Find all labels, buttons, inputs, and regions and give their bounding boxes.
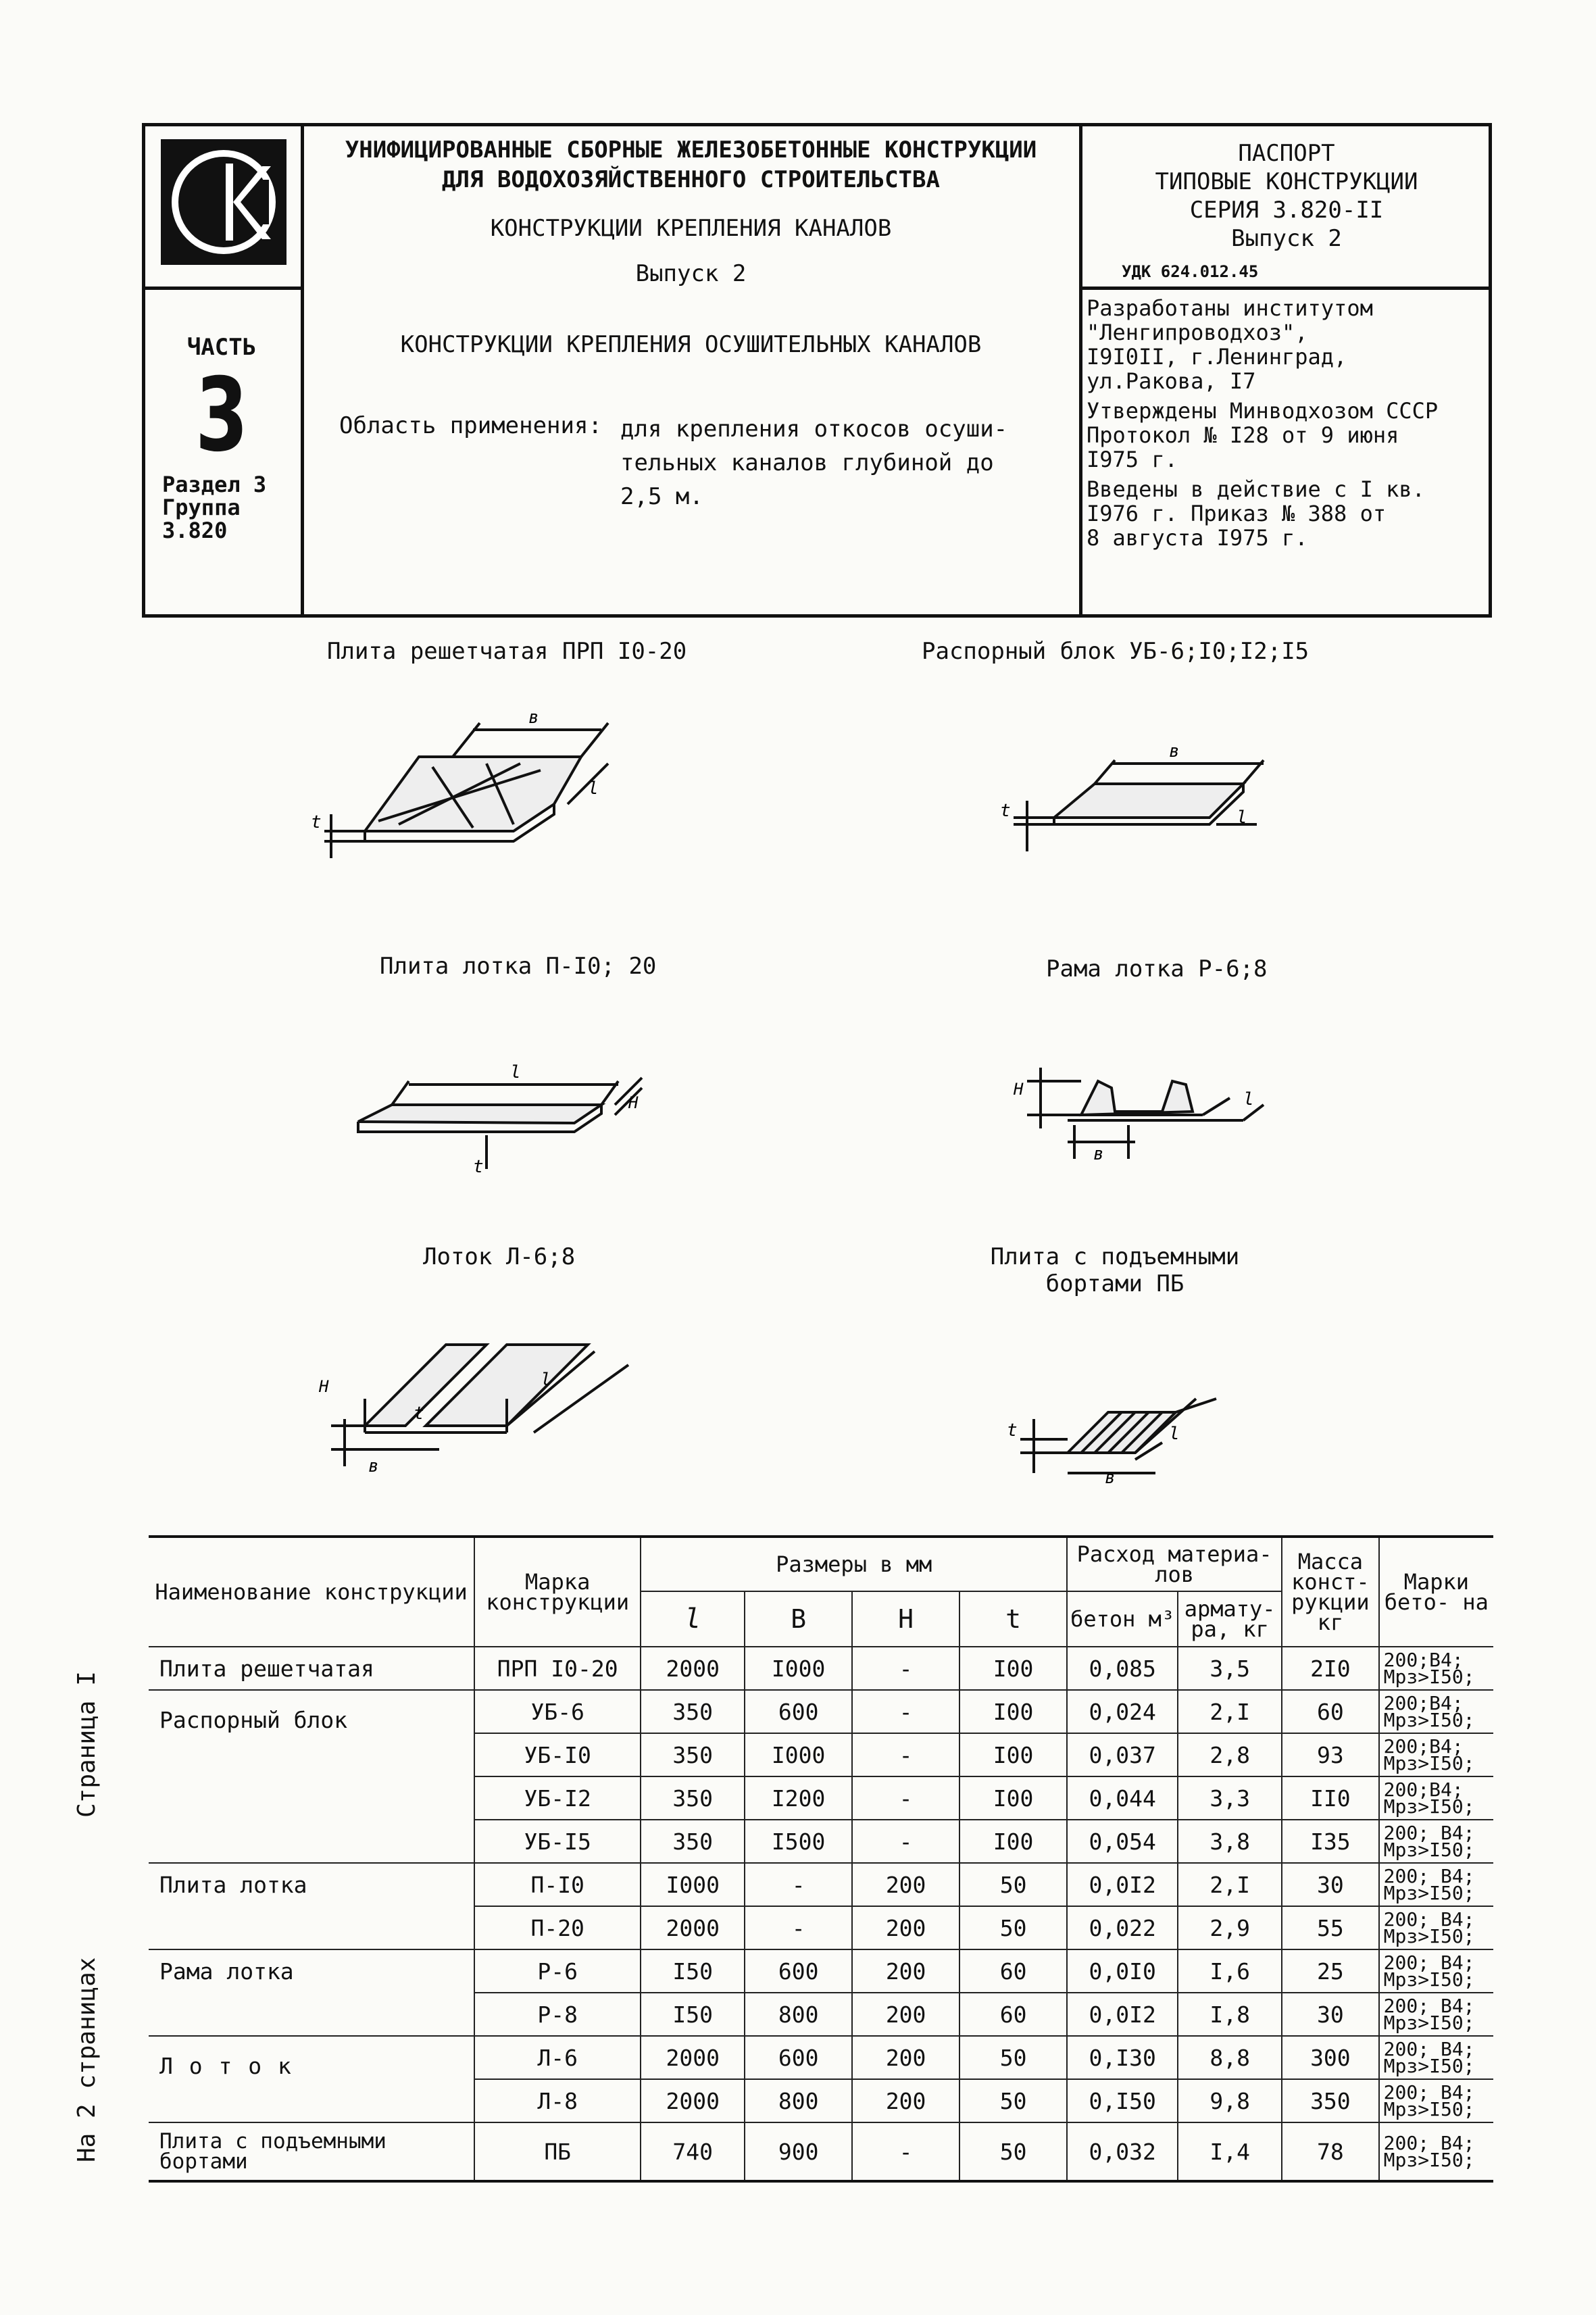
- cell-t: 50: [959, 2079, 1067, 2122]
- cell-b: I500: [745, 1820, 852, 1863]
- cell-concrete: 0,032: [1067, 2122, 1178, 2181]
- cell-name: Рама лотка: [149, 1949, 474, 1993]
- cell-rebar: 3,8: [1178, 1820, 1282, 1863]
- dim-b: в: [1169, 741, 1180, 762]
- cell-grade: [1379, 2036, 1493, 2079]
- drawing-title-spacer-block: Распорный блок УБ-6;I0;I2;I5: [922, 638, 1310, 665]
- drawing-title-tray: Лоток Л-6;8: [423, 1243, 576, 1270]
- scope-line: тельных каналов глубиной до: [620, 449, 994, 476]
- cell-mass: 30: [1282, 1863, 1379, 1906]
- table-row: [149, 1820, 1493, 1863]
- cell-mark: ПБ: [474, 2122, 641, 2181]
- cell-b: -: [745, 1906, 852, 1949]
- main-title: КОНСТРУКЦИИ КРЕПЛЕНИЯ ОСУШИТЕЛЬНЫХ КАНАЛОВ: [400, 331, 982, 358]
- cell-l: I000: [641, 1863, 745, 1906]
- cell-b: 800: [745, 2079, 852, 2122]
- cell-concrete: 0,022: [1067, 1906, 1178, 1949]
- cell-mark: УБ-I0: [474, 1733, 641, 1776]
- cell-h: -: [852, 1647, 959, 1690]
- grade-line: Мрз>I50;: [1383, 1752, 1475, 1774]
- developer-line: "Ленгипроводхоз",: [1087, 320, 1308, 345]
- cell-name: [149, 1906, 474, 1949]
- dim-t: t: [1007, 1420, 1018, 1441]
- cell-h: 200: [852, 1993, 959, 2036]
- passport-line: ПАСПОРТ: [1238, 140, 1335, 167]
- grade-line: 200;В4;: [1383, 1649, 1464, 1671]
- cell-h: 200: [852, 1906, 959, 1949]
- cell-b: I000: [745, 1647, 852, 1690]
- grade-line: Мрз>I50;: [1383, 2055, 1475, 2077]
- enactment-line: I976 г. Приказ № 388 от: [1087, 501, 1387, 526]
- sk-logo-mark: [161, 139, 286, 265]
- cell-mass: 93: [1282, 1733, 1379, 1776]
- cell-l: 2000: [641, 2079, 745, 2122]
- cell-t: 50: [959, 1863, 1067, 1906]
- cell-name: [149, 1733, 474, 1776]
- grade-line: 200; В4;: [1383, 2132, 1475, 2154]
- developer-line: I9I0II, г.Ленинград,: [1087, 344, 1347, 370]
- cell-h: -: [852, 1776, 959, 1820]
- table-row: [149, 2122, 1493, 2181]
- cell-l: 350: [641, 1820, 745, 1863]
- dim-h: H: [319, 1377, 329, 1396]
- cell-t: 50: [959, 2122, 1067, 2181]
- cell-l: 2000: [641, 2036, 745, 2079]
- grade-line: Мрз>I50;: [1383, 2098, 1475, 2120]
- grade-line: Мрз>I50;: [1383, 1709, 1475, 1731]
- cell-rebar: 2,9: [1178, 1906, 1282, 1949]
- cell-h: 200: [852, 1863, 959, 1906]
- col-header-sizes: Размеры в мм: [641, 1537, 1067, 1591]
- grade-line: 200; В4;: [1383, 1908, 1475, 1931]
- grade-line: Мрз>I50;: [1383, 2012, 1475, 2034]
- spacer-block-drawing: [987, 730, 1284, 865]
- cell-rebar: 2,8: [1178, 1733, 1282, 1776]
- cell-concrete: 0,0I2: [1067, 1993, 1178, 2036]
- developer-info: [1087, 296, 1373, 393]
- cell-mark: Р-6: [474, 1949, 641, 1993]
- table-row: [149, 1863, 1493, 1906]
- section-info: [162, 473, 266, 542]
- cell-h: 200: [852, 1949, 959, 1993]
- dim-l: l: [1169, 1424, 1180, 1444]
- cell-t: I00: [959, 1820, 1067, 1863]
- cell-mark: Р-8: [474, 1993, 641, 2036]
- approval-line: Утверждены Минводхозом СССР: [1087, 398, 1439, 424]
- cell-b: I000: [745, 1733, 852, 1776]
- col-header-l: l: [641, 1591, 745, 1647]
- cell-t: I00: [959, 1690, 1067, 1733]
- raised-slab-drawing: [993, 1372, 1291, 1493]
- cell-grade: [1379, 1733, 1493, 1776]
- cell-concrete: 0,0I2: [1067, 1863, 1178, 1906]
- cell-mark: Л-6: [474, 2036, 641, 2079]
- part-number: 3: [195, 357, 249, 474]
- cell-concrete: 0,024: [1067, 1690, 1178, 1733]
- cell-grade: [1379, 2079, 1493, 2122]
- dim-l: l: [588, 778, 599, 799]
- part-label: ЧАСТЬ: [186, 334, 257, 361]
- col-header-b: B: [745, 1591, 852, 1647]
- cell-rebar: 2,I: [1178, 1690, 1282, 1733]
- dim-t: t: [1000, 801, 1011, 821]
- scope-label: Область применения:: [339, 412, 602, 439]
- col-header-concrete: бетон м³: [1067, 1591, 1178, 1647]
- tray-slab-drawing: [345, 1041, 696, 1189]
- cell-h: -: [852, 1733, 959, 1776]
- udk-code: УДК 624.012.45: [1122, 262, 1259, 281]
- grade-line: 200; В4;: [1383, 2038, 1475, 2060]
- series-title-line: УНИФИЦИРОВАННЫЕ СБОРНЫЕ ЖЕЛЕЗОБЕТОННЫЕ КОНСТРУКЦИИ: [345, 136, 1037, 164]
- table-row: [149, 1993, 1493, 2036]
- drawing-title-tray-slab: Плита лотка П-I0; 20: [380, 953, 657, 980]
- grid-slab-drawing: [297, 703, 622, 865]
- scope-line: для крепления откосов осуши-: [620, 416, 1008, 443]
- grade-line: 200; В4;: [1383, 1865, 1475, 1887]
- cell-h: -: [852, 1690, 959, 1733]
- cell-name: Плита решетчатая: [149, 1647, 474, 1690]
- cell-rebar: I,8: [1178, 1993, 1282, 2036]
- grade-line: 200; В4;: [1383, 1951, 1475, 1974]
- cell-l: 350: [641, 1733, 745, 1776]
- cell-l: 2000: [641, 1647, 745, 1690]
- series-subtitle: КОНСТРУКЦИИ КРЕПЛЕНИЯ КАНАЛОВ: [490, 215, 892, 242]
- tray-frame-drawing: [1000, 1041, 1284, 1176]
- group-number: 3.820: [162, 518, 228, 543]
- cell-rebar: 3,3: [1178, 1776, 1282, 1820]
- approval-line: I975 г.: [1087, 447, 1178, 472]
- scope-line: 2,5 м.: [620, 483, 703, 510]
- cell-name: Плита с подъемными бортами: [149, 2122, 474, 2181]
- cell-rebar: 3,5: [1178, 1647, 1282, 1690]
- scope-text: [620, 412, 1007, 514]
- series-title-line: ДЛЯ ВОДОХОЗЯЙСТВЕННОГО СТРОИТЕЛЬСТВА: [442, 166, 940, 193]
- cell-h: 200: [852, 2079, 959, 2122]
- dim-b: в: [368, 1456, 379, 1476]
- developer-line: ул.Ракова, I7: [1087, 368, 1256, 394]
- drawing-title-line: Плита с подъемными: [990, 1243, 1240, 1270]
- col-header-grades: Марки бето- на: [1379, 1537, 1493, 1647]
- cell-l: I50: [641, 1949, 745, 1993]
- grade-line: Мрз>I50;: [1383, 2149, 1475, 2171]
- grade-line: Мрз>I50;: [1383, 1925, 1475, 1947]
- cell-t: 50: [959, 1906, 1067, 1949]
- col-header-rebar: армату- ра, кг: [1178, 1591, 1282, 1647]
- cell-mass: II0: [1282, 1776, 1379, 1820]
- passport-title: [1082, 139, 1491, 253]
- cell-mass: 78: [1282, 2122, 1379, 2181]
- dim-l: l: [541, 1370, 551, 1390]
- cell-rebar: 9,8: [1178, 2079, 1282, 2122]
- cell-t: 60: [959, 1949, 1067, 1993]
- cell-h: -: [852, 2122, 959, 2181]
- group-line: Группа: [162, 495, 241, 520]
- series-title: [304, 135, 1078, 195]
- cell-t: I00: [959, 1733, 1067, 1776]
- table-row: [149, 2036, 1493, 2079]
- cell-grade: [1379, 1949, 1493, 1993]
- cell-grade: [1379, 2122, 1493, 2181]
- cell-mass: 60: [1282, 1690, 1379, 1733]
- cell-mark: УБ-6: [474, 1690, 641, 1733]
- drawing-title-raised-slab: [973, 1243, 1257, 1297]
- grade-line: 200;В4;: [1383, 1778, 1464, 1801]
- cell-name: Распорный блок: [149, 1690, 474, 1733]
- passport-line: ТИПОВЫЕ КОНСТРУКЦИИ: [1155, 168, 1418, 195]
- cell-mass: I35: [1282, 1820, 1379, 1863]
- cell-mass: 350: [1282, 2079, 1379, 2122]
- cell-concrete: 0,I30: [1067, 2036, 1178, 2079]
- cell-l: I50: [641, 1993, 745, 2036]
- cell-mark: Л-8: [474, 2079, 641, 2122]
- cell-l: 740: [641, 2122, 745, 2181]
- cell-b: 800: [745, 1993, 852, 2036]
- col-header-mass: Масса конст- рукции кг: [1282, 1537, 1379, 1647]
- cell-grade: [1379, 1690, 1493, 1733]
- cell-mass: 2I0: [1282, 1647, 1379, 1690]
- table-row: [149, 1733, 1493, 1776]
- grade-line: Мрз>I50;: [1383, 1666, 1475, 1688]
- series-issue: Выпуск 2: [635, 260, 747, 287]
- grade-line: 200; В4;: [1383, 1822, 1475, 1844]
- cell-t: 50: [959, 2036, 1067, 2079]
- enactment-line: Введены в действие с I кв.: [1087, 476, 1425, 502]
- dim-b: в: [1093, 1144, 1104, 1164]
- dim-t: t: [473, 1157, 484, 1177]
- passport-line: Выпуск 2: [1231, 225, 1342, 252]
- cell-mark: УБ-I5: [474, 1820, 641, 1863]
- dim-b: в: [1105, 1468, 1116, 1488]
- passport-line: СЕРИЯ 3.820-II: [1189, 197, 1384, 224]
- cell-concrete: 0,054: [1067, 1820, 1178, 1863]
- cell-rebar: I,4: [1178, 2122, 1282, 2181]
- cell-h: -: [852, 1820, 959, 1863]
- col-header-h: H: [852, 1591, 959, 1647]
- cell-rebar: I,6: [1178, 1949, 1282, 1993]
- specification-table: [149, 1535, 1493, 2183]
- sk-logo: [161, 139, 286, 265]
- col-header-name: Наименование конструкции: [149, 1537, 474, 1647]
- cell-name: [149, 2079, 474, 2122]
- frame-divider-logo: [142, 287, 301, 290]
- cell-concrete: 0,044: [1067, 1776, 1178, 1820]
- col-header-mark: Марка конструкции: [474, 1537, 641, 1647]
- approval-info: [1087, 399, 1438, 472]
- cell-concrete: 0,0I0: [1067, 1949, 1178, 1993]
- drawing-title-tray-frame: Рама лотка Р-6;8: [1046, 955, 1268, 982]
- cell-mark: УБ-I2: [474, 1776, 641, 1820]
- dim-t: t: [311, 812, 322, 832]
- table-row: [149, 1949, 1493, 1993]
- dim-t: t: [414, 1403, 424, 1424]
- frame-divider-left: [301, 123, 304, 618]
- page-number-label: Страница I: [73, 1671, 101, 1818]
- grade-line: Мрз>I50;: [1383, 1795, 1475, 1818]
- cell-t: 60: [959, 1993, 1067, 2036]
- cell-concrete: 0,037: [1067, 1733, 1178, 1776]
- cell-b: 600: [745, 2036, 852, 2079]
- cell-b: 600: [745, 1690, 852, 1733]
- cell-grade: [1379, 1863, 1493, 1906]
- grade-line: 200;В4;: [1383, 1692, 1464, 1714]
- cell-mass: 25: [1282, 1949, 1379, 1993]
- cell-b: 900: [745, 2122, 852, 2181]
- cell-t: I00: [959, 1776, 1067, 1820]
- cell-concrete: 0,I50: [1067, 2079, 1178, 2122]
- table-row: [149, 2079, 1493, 2122]
- cell-l: 2000: [641, 1906, 745, 1949]
- grade-line: 200; В4;: [1383, 2081, 1475, 2104]
- cell-mark: П-20: [474, 1906, 641, 1949]
- cell-name: [149, 1820, 474, 1863]
- section-line: Раздел 3: [162, 472, 267, 497]
- approval-line: Протокол № I28 от 9 июня: [1087, 422, 1399, 448]
- cell-mass: 30: [1282, 1993, 1379, 2036]
- drawing-title-grid-slab: Плита решетчатая ПРП I0-20: [327, 638, 687, 665]
- cell-name: [149, 1776, 474, 1820]
- cell-concrete: 0,085: [1067, 1647, 1178, 1690]
- cell-grade: [1379, 1993, 1493, 2036]
- cell-mark: П-I0: [474, 1863, 641, 1906]
- cell-rebar: 2,I: [1178, 1863, 1282, 1906]
- cell-b: -: [745, 1863, 852, 1906]
- col-header-t: t: [959, 1591, 1067, 1647]
- dim-h: H: [1014, 1080, 1024, 1099]
- grade-line: 200; В4;: [1383, 1995, 1475, 2017]
- cell-mass: 55: [1282, 1906, 1379, 1949]
- dim-b: в: [528, 707, 539, 728]
- cell-rebar: 8,8: [1178, 2036, 1282, 2079]
- cell-grade: [1379, 1906, 1493, 1949]
- cell-t: I00: [959, 1647, 1067, 1690]
- dim-l: l: [510, 1062, 521, 1082]
- cell-l: 350: [641, 1776, 745, 1820]
- table-row: [149, 1906, 1493, 1949]
- page-count-label: На 2 страницах: [73, 1957, 101, 2162]
- enactment-info: [1087, 477, 1425, 550]
- table-row: [149, 1690, 1493, 1733]
- dim-l: l: [1243, 1089, 1254, 1110]
- cell-name: Плита лотка: [149, 1863, 474, 1906]
- tray-drawing: [304, 1311, 655, 1487]
- drawing-title-line: бортами ПБ: [1045, 1270, 1184, 1297]
- cell-mass: 300: [1282, 2036, 1379, 2079]
- developer-line: Разработаны институтом: [1087, 295, 1373, 321]
- cell-b: I200: [745, 1776, 852, 1820]
- cell-b: 600: [745, 1949, 852, 1993]
- grade-line: Мрз>I50;: [1383, 1968, 1475, 1991]
- grade-line: Мрз>I50;: [1383, 1882, 1475, 1904]
- dim-l: l: [1237, 807, 1247, 828]
- table-row: [149, 1776, 1493, 1820]
- cell-l: 350: [641, 1690, 745, 1733]
- col-header-consumption: Расход материа- лов: [1067, 1537, 1282, 1591]
- cell-grade: [1379, 1647, 1493, 1690]
- cell-h: 200: [852, 2036, 959, 2079]
- grade-line: Мрз>I50;: [1383, 1839, 1475, 1861]
- cell-name: [149, 1993, 474, 2036]
- frame-divider-passport: [1079, 287, 1492, 290]
- cell-mark: ПРП I0-20: [474, 1647, 641, 1690]
- cell-name: Л о т о к: [149, 2036, 474, 2079]
- grade-line: 200;В4;: [1383, 1735, 1464, 1758]
- table-row: [149, 1647, 1493, 1690]
- enactment-line: 8 августа I975 г.: [1087, 525, 1308, 551]
- cell-grade: [1379, 1820, 1493, 1863]
- cell-grade: [1379, 1776, 1493, 1820]
- dim-h: H: [628, 1093, 639, 1112]
